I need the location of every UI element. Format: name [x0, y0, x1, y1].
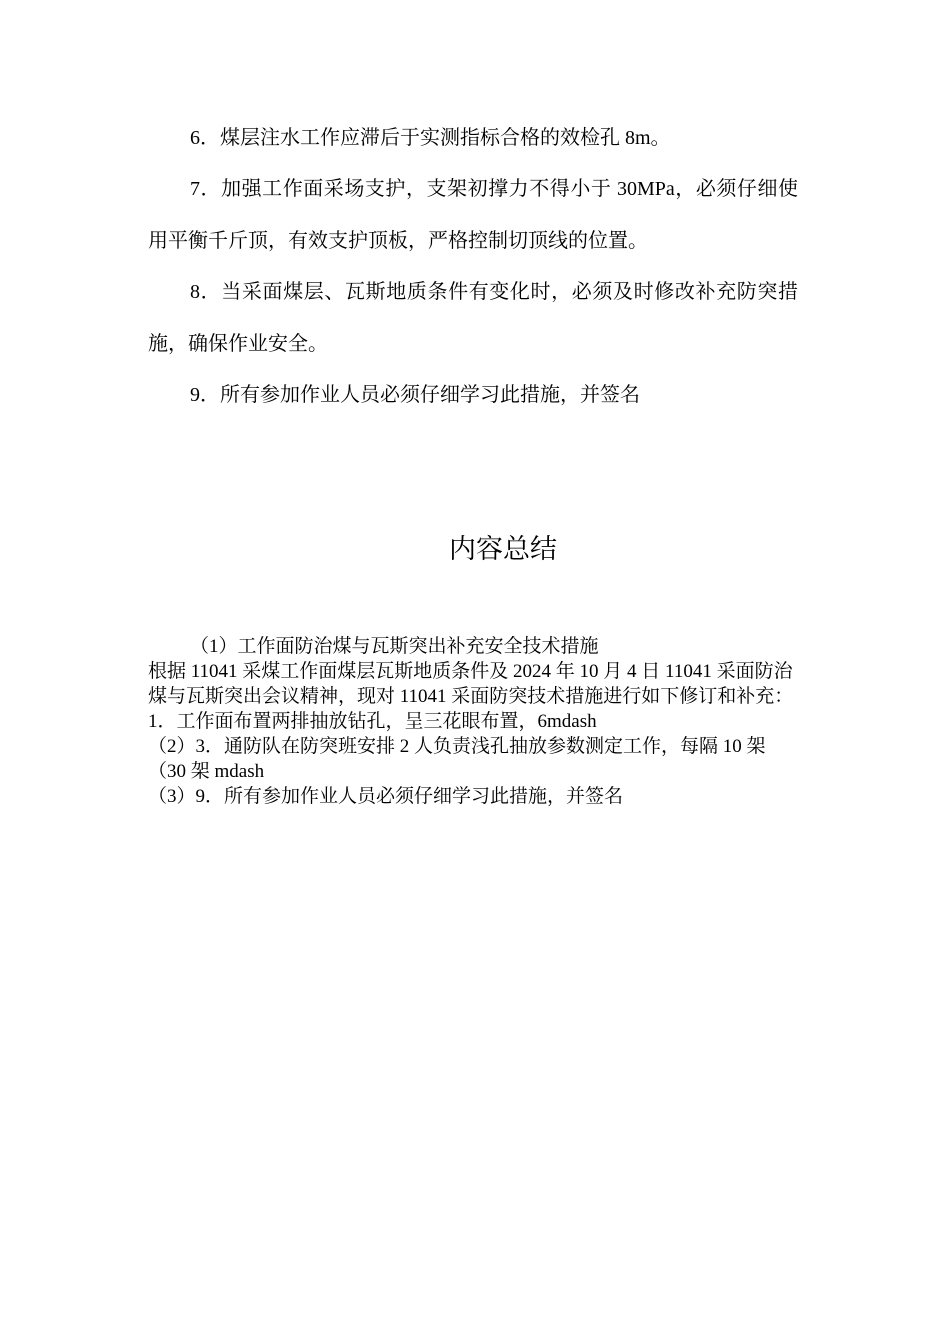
summary-line-2: 根据 11041 采煤工作面煤层瓦斯地质条件及 2024 年 10 月 4 日 11041 采面防治煤与瓦斯突出会议精神，现对 11041 采面防突技术措施进行如下修订和补充： — [148, 661, 794, 707]
paragraph-item-9 — [148, 369, 798, 421]
paragraph-item-6 — [148, 112, 798, 164]
summary-line-5: （3）9．所有参加作业人员必须仔细学习此措施，并签名 — [148, 786, 624, 807]
paragraph-text: 9．所有参加作业人员必须仔细学习此措施，并签名 — [190, 384, 640, 406]
summary-line-4: （2）3．通防队在防突班安排 2 人负责浅孔抽放参数测定工作，每隔 10 架（30 架 mdash — [148, 736, 766, 782]
summary-line-3: 1．工作面布置两排抽放钻孔，呈三花眼布置，6mdash — [148, 711, 597, 732]
paragraph-text: 8．当采面煤层、瓦斯地质条件有变化时，必须及时修改补充防突措施，确保作业安全。 — [148, 281, 798, 355]
paragraph-item-8 — [148, 266, 798, 370]
summary-heading: 内容总结 — [449, 534, 557, 565]
summary-line-1: （1）工作面防治煤与瓦斯突出补充安全技术措施 — [190, 636, 599, 657]
paragraph-text: 7．加强工作面采场支护，支架初撑力不得小于 30MPa，必须仔细使用平衡千斤顶，有效支护顶板，严格控制切顶线的位置。 — [148, 178, 798, 252]
summary-block — [148, 634, 800, 809]
paragraph-text: 6．煤层注水工作应滞后于实测指标合格的效检孔 8m。 — [190, 127, 671, 149]
paragraph-item-7 — [148, 163, 798, 267]
